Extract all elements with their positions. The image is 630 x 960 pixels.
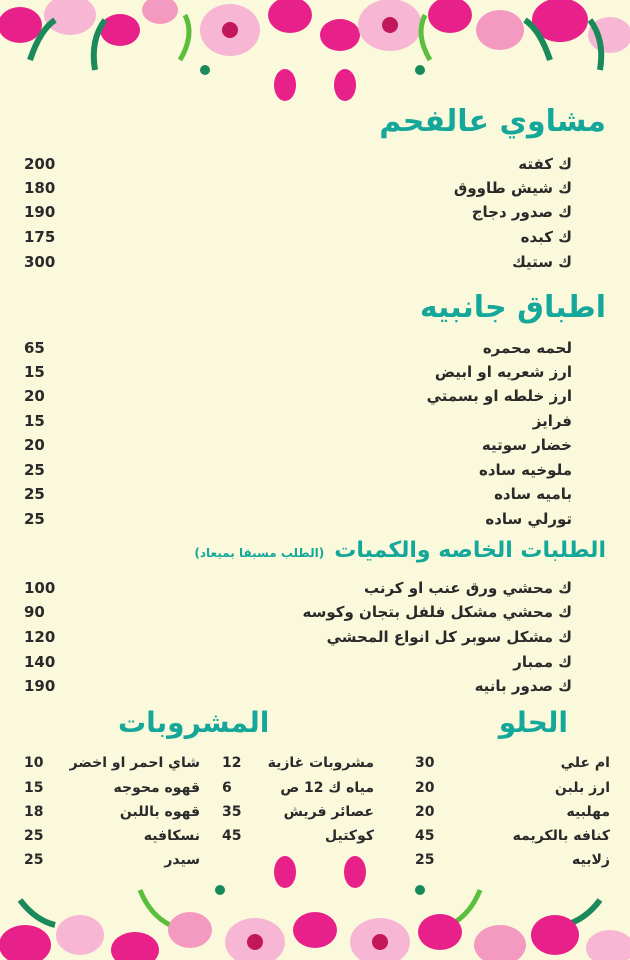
item-name: ملوخيه ساده [478,461,572,479]
item-name: ارز بلبن [554,780,610,796]
item-name: فرايز [532,412,572,430]
menu-item [24,336,572,360]
menu-item [24,650,572,674]
item-price: 190 [24,677,56,695]
floral-border-bottom [0,850,630,960]
item-price: 100 [24,579,56,597]
item-price: 20 [415,780,435,796]
item-price: 25 [24,828,44,844]
item-name: ك ستيك [512,253,572,271]
item-name: ك محشي مشكل فلفل بتجان وكوسه [302,603,572,621]
sides-title: اطباق جانبيه [419,290,606,325]
item-name: قهوه باللبن [119,804,200,820]
item-price: 20 [24,436,45,454]
menu-item [24,600,572,624]
dessert-item [415,752,610,774]
item-price: 45 [222,828,242,844]
item-name: كنافه بالكريمه [512,828,610,844]
menu-item [24,250,572,274]
item-name: كوكتيل [325,828,374,844]
item-price: 15 [24,780,44,796]
drink-item [24,752,200,774]
item-price: 12 [222,755,242,771]
special-title-main: الطلبات الخاصه والكميات [334,538,606,563]
item-price: 20 [415,804,435,820]
item-price: 45 [415,828,435,844]
menu-item [24,409,572,433]
item-price: 140 [24,653,56,671]
drinks-title: المشروبات [118,706,270,739]
item-name: تورلي ساده [485,510,572,528]
dessert-item [415,777,610,799]
item-name: مياه ك 12 ص [280,780,374,796]
item-name: خضار سوتيه [481,436,572,454]
item-price: 25 [24,461,45,479]
drink-item [222,777,374,799]
item-name: ك محشي ورق عنب او كرنب [363,579,572,597]
item-price: 180 [24,179,56,197]
item-price: 200 [24,155,56,173]
special-title-note: (الطلب مسبقا بميعاد) [194,546,325,560]
menu-item [24,625,572,649]
item-name: ام علي [560,755,610,771]
menu-item [24,200,572,224]
item-price: 15 [24,412,45,430]
item-price: 15 [24,363,45,381]
item-price: 65 [24,339,45,357]
item-price: 25 [24,510,45,528]
menu-item [24,433,572,457]
menu-item [24,225,572,249]
menu-item [24,482,572,506]
item-price: 18 [24,804,44,820]
drink-item [222,801,374,823]
grill-title: مشاوي عالفحم [379,104,606,139]
item-name: ك ممبار [513,653,572,671]
item-price: 300 [24,253,56,271]
menu-item [24,458,572,482]
menu-item [24,384,572,408]
item-price: 25 [24,485,45,503]
item-name: زلابيه [572,852,610,868]
item-price: 120 [24,628,56,646]
item-price: 30 [415,755,435,771]
item-price: 25 [415,852,435,868]
dessert-item [415,825,610,847]
item-name: مهلبيه [566,804,610,820]
menu-item [24,360,572,384]
item-name: ك شيش طاووق [453,179,572,197]
item-name: مشروبات غازية [267,755,374,771]
menu-item [24,152,572,176]
item-price: 20 [24,387,45,405]
menu-item [24,507,572,531]
drink-item [222,825,374,847]
item-name: لحمه محمره [482,339,572,357]
item-name: باميه ساده [494,485,572,503]
item-price: 6 [222,780,232,796]
desserts-title: الحلو [498,706,568,739]
drink-item [222,752,374,774]
item-name: ك صدور دجاج [471,203,572,221]
item-price: 90 [24,603,45,621]
item-price: 190 [24,203,56,221]
menu-item [24,576,572,600]
item-price: 10 [24,755,44,771]
item-price: 175 [24,228,56,246]
item-name: ارز شعريه او ابيض [434,363,572,381]
item-name: سيدر [164,852,200,868]
drink-item [24,777,200,799]
item-name: ك كبده [520,228,572,246]
drink-item [24,825,200,847]
item-name: ك صدور بانيه [474,677,572,695]
item-name: ك كفته [518,155,572,173]
floral-border-top [0,0,630,110]
special-orders-title [194,538,606,563]
item-name: عصائر فريش [283,804,374,820]
item-price: 35 [222,804,242,820]
drink-item [24,801,200,823]
dessert-item [415,801,610,823]
item-name: قهوه محوجه [113,780,200,796]
item-name: ارز خلطه او بسمتي [426,387,572,405]
item-name: ك مشكل سوبر كل انواع المحشي [326,628,572,646]
item-price: 25 [24,852,44,868]
item-name: شاي احمر او اخضر [69,755,200,771]
menu-item [24,176,572,200]
item-name: نسكافيه [143,828,200,844]
menu-item [24,674,572,698]
